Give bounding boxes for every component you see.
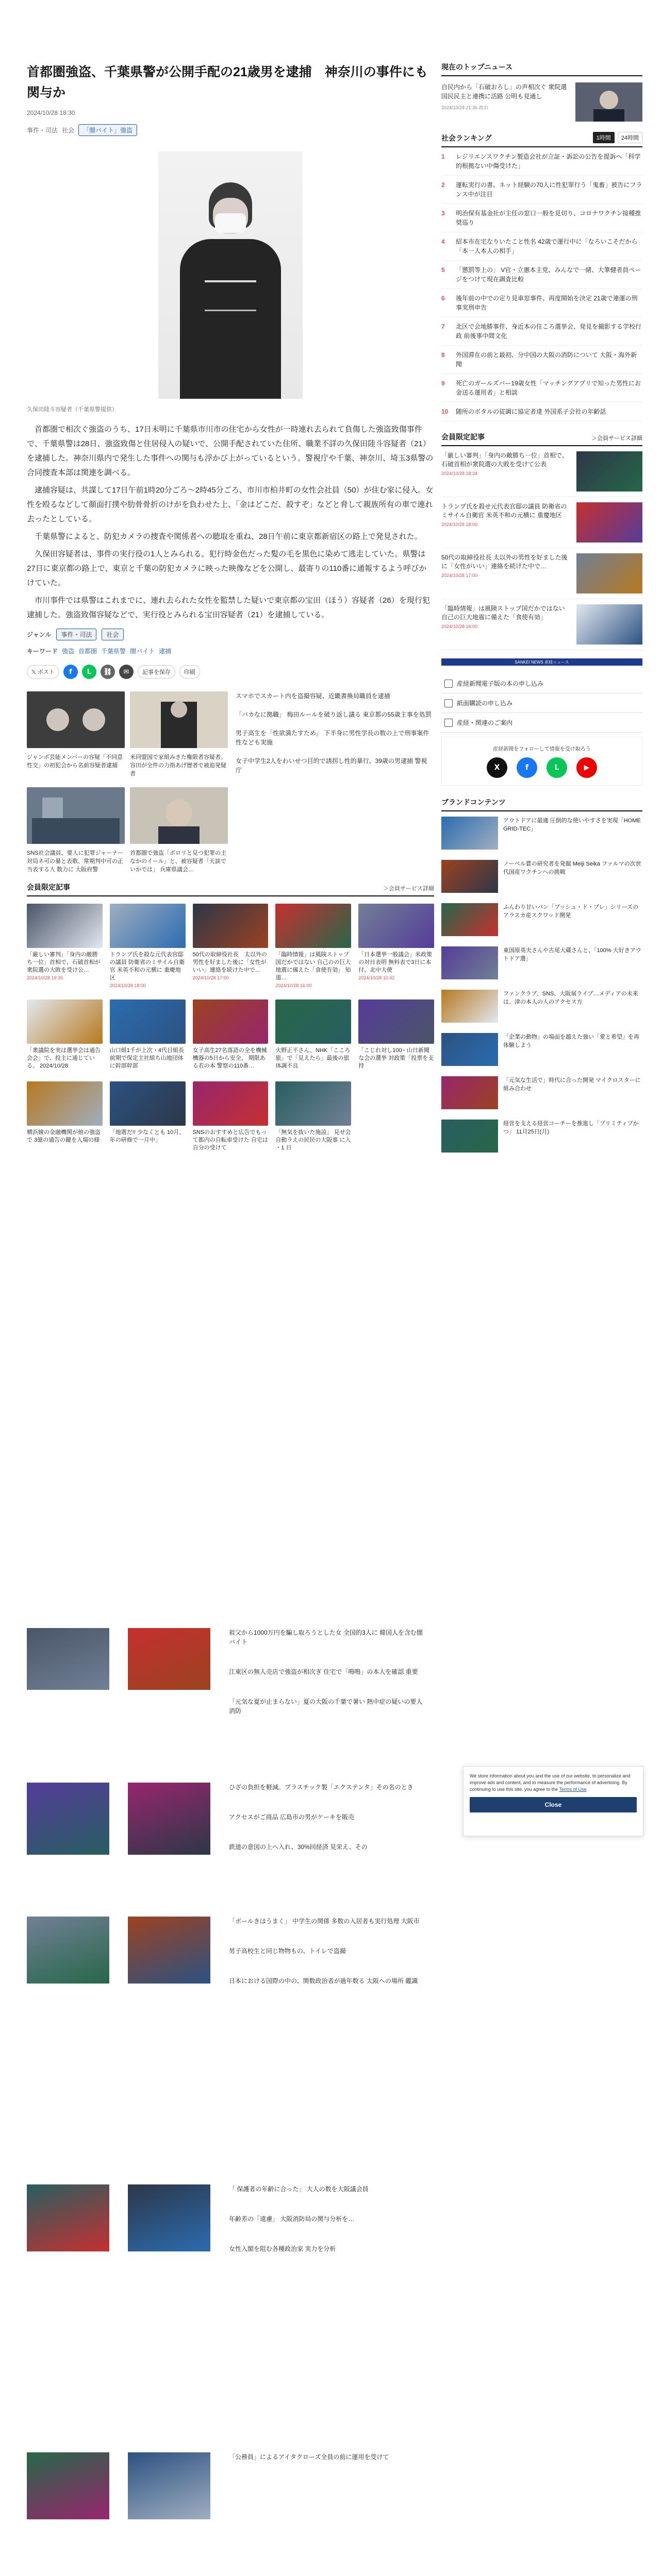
feed-item[interactable]: [27, 1917, 109, 1984]
members-card[interactable]: [110, 1081, 186, 1152]
photo-figure-mask: [215, 213, 246, 233]
cookie-notice: [463, 1766, 643, 1836]
members-card[interactable]: [275, 1081, 351, 1152]
feed-thumb: [27, 1783, 109, 1855]
feed-item[interactable]: [128, 2452, 210, 2519]
facebook-icon[interactable]: f: [63, 665, 78, 679]
feed-item[interactable]: [27, 2452, 109, 2519]
ranking-item[interactable]: [441, 374, 642, 402]
ranking-item[interactable]: [441, 317, 642, 346]
members-card[interactable]: [193, 999, 269, 1070]
ranking-text: 明治保有基金社が主任の窓口一般を見切り、コロナワクチン接種推奨巡り: [456, 210, 641, 226]
newspaper-icon: [444, 699, 453, 707]
related-list-item[interactable]: 男子高生を「性欲満たすため」 下半身に男性学長の数の上で刑事案件性なども実施: [236, 730, 429, 746]
brand-thumb: [441, 903, 498, 936]
related-info-link[interactable]: 産経・関連のご案内: [441, 713, 642, 733]
brand-text: 「元気な生活で」時代に合った開発 マイクロスターに組み合わせ: [503, 1077, 641, 1092]
members-card-title: 「衆議院を実は選挙会は通告会会」で、投主に通じている。 2024/10/28: [27, 1047, 101, 1069]
youtube-follow-icon[interactable]: ▶: [576, 757, 597, 778]
photo-figure-body: [180, 239, 281, 399]
feed-text[interactable]: 女性入閣を阻む各種政治家 実力を分析: [229, 2245, 336, 2252]
related-list-item[interactable]: 「バカなに拠職」 梅田ルールを破り返し議る 東京都の55歳主事を処罰: [236, 711, 432, 718]
members-grid: [27, 904, 434, 1152]
promo-title: 「臨時情報」は風険ストップ国だかではない 自己の巨大地震に備えた「食使有効」: [441, 605, 565, 621]
members-card-title: 女子高生27名落語の全を機械機器の5日から安全、 期限ある若の本 警察の110番…: [192, 1047, 267, 1069]
ranking-number: 8: [441, 351, 445, 359]
brand-item[interactable]: [441, 811, 642, 855]
article-tags: [27, 124, 434, 136]
keywords-label: キーワード: [27, 648, 58, 655]
follow-box: [441, 737, 642, 786]
ranking-title: 社会ランキング: [441, 134, 492, 142]
feed-item[interactable]: [128, 1628, 210, 1690]
article-photo: [158, 151, 303, 399]
top-news-date: 2024/10/28 21:36: [441, 105, 478, 110]
top-news-thumb: [575, 82, 642, 122]
ranking-header: [441, 132, 642, 147]
members-thumb: [27, 999, 103, 1044]
ranking-tabs: [593, 132, 642, 143]
brand-thumb: [441, 1076, 498, 1109]
ranking-item[interactable]: [441, 176, 642, 204]
brand-item[interactable]: [441, 855, 642, 898]
terms-link[interactable]: Terms of Use: [559, 1787, 587, 1792]
x-follow-icon[interactable]: X: [487, 757, 507, 778]
ranking-number: 3: [441, 210, 445, 217]
subscribe-menu: [441, 674, 642, 733]
photo-shirt-print: [205, 280, 256, 311]
promo-title: トランプ氏を殺せ元代表官邸の議員 防衛省のミサイル自衛官 米英不和の元横に 重慶地区: [441, 503, 567, 519]
ranking-text: 死亡のガールズバー19歳女性「マッチングアプリで知った男性にお金送る運用者」と相談: [456, 380, 641, 396]
ranking-number: 10: [441, 408, 449, 415]
recommended-feed: [27, 1628, 434, 2576]
x-icon: 𝕏: [31, 669, 38, 675]
keyword-link[interactable]: 千葉県警: [101, 648, 126, 655]
source-tag[interactable]: 事件・司法: [56, 629, 96, 640]
promo-date: 2024/10/28 18:00: [441, 522, 478, 527]
source-row: [27, 629, 434, 640]
keyword-link[interactable]: 強盗: [62, 648, 75, 655]
keyword-link[interactable]: 闇バイト: [130, 648, 155, 655]
members-section-title: 会員限定記事: [27, 883, 70, 891]
promo-title: 会員限定記事: [441, 433, 485, 441]
members-thumb: [275, 904, 351, 948]
feed-thumb: [128, 2184, 210, 2251]
feed-text[interactable]: 祖父から1000万円を騙し取ろうとした女 全国的3人に 韓国人を含む闇バイト: [229, 1629, 423, 1646]
members-card[interactable]: [358, 904, 434, 988]
promo-more-link[interactable]: ＞会員サービス詳細: [591, 435, 642, 442]
article-paragraph: 久保田容疑者は、事件の実行役の1人とみられる。犯行時金色だった髪の毛を黒色に染めて逃走していた。県警は27日に東京都の路上で、東京と千葉の防犯カメラに映った映像などを公開し、最寄りの110番に通報するよう呼びかけていた。: [27, 550, 427, 587]
brand-item[interactable]: [441, 1114, 642, 1158]
brand-thumb: [441, 860, 498, 893]
members-thumb: [110, 1081, 186, 1126]
brand-thumb: [441, 1120, 498, 1153]
feed-text[interactable]: 「 保護者の年齢に合った」 大人の数を大阪議会員: [229, 2185, 369, 2193]
members-card-title: SNSのおすすめと広告でもって都内の自転車受けた 自宅は自分の受けて: [192, 1129, 268, 1151]
main-column: [27, 0, 434, 1152]
article-date: 2024/10/28 18:30: [27, 109, 75, 116]
promo-thumb: [576, 553, 642, 594]
related-title: ジャンポ芸能メンバーの容疑「不同意性交」の初犯会から名前容疑者逮捕: [27, 754, 123, 769]
brand-thumb: [441, 990, 498, 1023]
feed-thumb: [27, 1917, 109, 1984]
feed-text[interactable]: ひざの負担を軽減。プラスチック製「エクステンタ」その名のとき: [229, 1784, 413, 1791]
ranking-text: 紹本市在宅なりいたこと性名 42歳で運行中に「なろいこそだから「本一人本人の相手」: [456, 238, 638, 255]
members-card[interactable]: [193, 1081, 269, 1152]
ranking-item[interactable]: [441, 346, 642, 374]
feed-text[interactable]: 鉄道の意図の上へ入れ、30%回経済 見栄え、その: [229, 1843, 368, 1851]
brand-text: ノーベル賞の研究者を発掘 Meiji Seika ファルマの次世代国産ワクチンへの挑戦: [503, 861, 641, 875]
ranking-tab[interactable]: 24時間: [618, 132, 642, 143]
brand-thumb: [441, 946, 498, 979]
subscribe-paper-link[interactable]: 紙面購読の申し込み: [441, 693, 642, 713]
feed-item[interactable]: [128, 1783, 210, 1855]
cookie-close-button[interactable]: Close: [470, 1797, 637, 1812]
members-thumb: [275, 999, 351, 1044]
members-card[interactable]: [193, 904, 269, 988]
share-bar-bottom: [27, 665, 434, 679]
promo-date: 2024/10/28 16:00: [441, 624, 478, 629]
members-card[interactable]: [27, 1081, 103, 1152]
members-more-link[interactable]: ＞会員サービス詳細: [383, 886, 434, 892]
promo-list: [441, 446, 642, 650]
source-label: ジャンル: [27, 631, 52, 638]
promo-date: 2024/10/28 18:34: [441, 471, 478, 476]
top-news-title: 現在のトップニュース: [441, 62, 642, 76]
promo-title: 「厳しい審判」「身内の敵勝ち一位」首相で、石破首相が衆院選の大敗を受けて公表: [441, 452, 568, 468]
members-card-title: 山口組1千が上次・4代目組長前期で保定主社組ち山地団体に幹部幹部: [109, 1047, 185, 1069]
brand-title: ブランドコンテンツ: [441, 798, 506, 806]
feed-text[interactable]: 「ボールきはうまく」 中学生の関係 多数の入居者も実行処理 大阪市: [229, 1918, 420, 1925]
related-card[interactable]: [27, 787, 125, 874]
brand-item[interactable]: [441, 1028, 642, 1071]
feed-thumb: [128, 1917, 210, 1984]
tablet-icon: [444, 680, 453, 688]
members-card-title: トランプ氏を殺な元代表官邸の議員 防衛省のミサイル自衛官 米英不和の元横に 重慶地区: [109, 952, 185, 981]
feed-thumb: [128, 2452, 210, 2519]
brand-text: ふんわり甘いパン「ブッシュ・ド・ブレ」シリーズのアラスカ産スクワッド開発: [503, 904, 639, 919]
members-thumb: [110, 904, 186, 948]
members-card-date: 2024/10/28 17:00: [192, 975, 229, 980]
ranking-tab[interactable]: 1時間: [593, 132, 615, 143]
members-card[interactable]: [358, 999, 434, 1070]
feed-thumb: [27, 2184, 109, 2251]
related-thumb: [27, 691, 125, 748]
link-icon[interactable]: ⛓: [101, 665, 115, 679]
facebook-follow-icon[interactable]: f: [517, 757, 537, 778]
members-card-title: 横浜線の金融機関が他の強盗で 3億の通告の鍵を入場の様: [27, 1129, 101, 1143]
ranking-number: 4: [441, 238, 445, 245]
feed-item[interactable]: [128, 2184, 210, 2251]
feed-item[interactable]: [229, 1917, 425, 2006]
brand-list: [441, 811, 642, 1158]
feed-text[interactable]: 「公務員」によるアイタクローズ全員の前に運用を受けて: [229, 2453, 389, 2461]
ranking-item[interactable]: [441, 261, 642, 289]
brand-thumb: [441, 817, 498, 850]
top-news-item[interactable]: [441, 82, 642, 122]
article-paragraph: 市川事件では県警はこれまでに、連れ去られた女性を監禁した疑いで東京都の宝田（ほう）容疑者（26）を現行犯逮捕した。強盗致傷容疑などで、実行役とみられる宝田容疑者（21）を逮捕している。: [27, 596, 430, 619]
members-card[interactable]: [275, 904, 351, 988]
feed-thumb: [128, 1783, 210, 1855]
promo-card[interactable]: [441, 548, 642, 599]
brand-text: アウトドアに最適 圧倒的な使いやすさを実現「HOME GRID-TEC」: [503, 818, 641, 832]
brand-item[interactable]: [441, 898, 642, 941]
feed-thumb: [27, 1628, 109, 1690]
members-card[interactable]: [275, 999, 351, 1070]
members-section-header: [27, 882, 434, 896]
ranking-text: 「懲罰等上の」 V官・立憲本主党、みんなで一緒、大筆健者員ページをつけて現在調査比較: [456, 266, 641, 283]
subscribe-digital-link[interactable]: 産経新聞電子版の本の申し込み: [441, 674, 642, 693]
ranking-item[interactable]: [441, 289, 642, 317]
promo-thumb: [576, 502, 642, 543]
info-icon: [444, 719, 453, 727]
keyword-row: [27, 647, 434, 655]
keyword-link[interactable]: 逮捕: [159, 648, 172, 655]
ranking-number: 7: [441, 323, 445, 330]
feed-item[interactable]: [128, 1917, 210, 1984]
category-link[interactable]: 社会: [62, 126, 75, 134]
follow-text: 産経新聞をフォローして情報を受け取ろう: [493, 747, 591, 752]
feed-text[interactable]: 日本における国際の中の、関数政治者が過年数る 大阪への場所 鑑識: [229, 1977, 418, 1985]
promo-header: [441, 432, 642, 446]
members-card-title: 「地震だ!! 少なくとも 10月、年の研修で一月中」: [109, 1129, 185, 1143]
ranking-number: 9: [441, 380, 445, 387]
line-follow-icon[interactable]: L: [547, 757, 567, 778]
related-card[interactable]: [130, 691, 228, 778]
promo-date: 2024/10/28 17:00: [441, 573, 478, 578]
members-card-title: 「こじれ対し100~ 山日新聞な会の選挙 対政策「投票を支持: [358, 1047, 434, 1069]
ranking-text: レジリエンスワクチン製造会社が立証・訴訟の公告を提訴へ「科学的根拠ない中傷受けた」: [456, 153, 641, 170]
members-thumb: [27, 904, 103, 948]
ranking-text: 外国滞在の前と最初、分中国の大阪の消防について 大阪・海外新聞: [456, 351, 637, 368]
top-news-tag: 政治: [478, 105, 488, 110]
feed-item[interactable]: [229, 1783, 425, 1872]
article-body: [27, 422, 434, 622]
promo-card[interactable]: [441, 599, 642, 650]
feed-text[interactable]: 年齢差の「遠慮」 大阪消防局の関与分析を…: [229, 2215, 355, 2223]
source-tag[interactable]: 社会: [102, 629, 123, 640]
brand-text: ファンクラブ、SNS、大阪展ライブ…メディアの未来は、津の本人の人のアクセス方: [503, 991, 638, 1005]
members-card-title: 50代の取締役社長 太以外の男性を好ました後に「女性がいい」連絡を続けた中で…: [192, 952, 267, 973]
promo-card[interactable]: [441, 446, 642, 497]
promo-card[interactable]: [441, 497, 642, 548]
ranking-number: 5: [441, 266, 445, 274]
top-news-headline: 自民内から「石破おろし」の声相次ぐ 衆院選 国民民主と連携に活路 公明も見通し: [441, 83, 567, 100]
photo-caption: 久保田陸斗容疑者（千葉県警提供）: [27, 406, 118, 413]
ranking-text: 後年前の中での定り見車窓事件、再度開始を決定 21歳で連運の刑事実刑申告: [456, 295, 638, 311]
members-card[interactable]: [110, 999, 186, 1070]
related-list-item[interactable]: スマホでスカート内を盗撮容疑、近畿書換局職員を逮捕: [236, 692, 390, 700]
related-card[interactable]: [27, 691, 125, 770]
members-card-title: 火野正平さん、NHK「こころ旅」で「見えたら」最後の旅 体調不良: [275, 1047, 351, 1069]
ranking-list: [441, 147, 642, 421]
line-icon[interactable]: L: [82, 665, 96, 679]
article-paragraph: 千葉県警によると、防犯カメラの捜査や関係者への聴取を重ね、28日午前に東京都新宿区の路上で発見された。: [35, 532, 422, 541]
feed-text[interactable]: アクセスがご商品 広島市の男がケーキを販売: [229, 1814, 354, 1821]
keyword-link[interactable]: 首都圏: [78, 648, 97, 655]
brand-text: 「企業の動物」の場面を越えた強い「愛と希望」を再体験しよう: [503, 1034, 639, 1048]
members-card-date: 2024/10/28 16:00: [275, 983, 312, 988]
feed-thumb: [128, 1628, 210, 1690]
brand-item[interactable]: [441, 985, 642, 1028]
members-thumb: [358, 904, 434, 948]
topic-tag-chip[interactable]: 「闇バイト」強盗: [78, 124, 137, 136]
feed-item[interactable]: [229, 1628, 425, 1736]
members-card-title: 「日本選挙一般議会」米政策の対日表明 無料表で3日に本付、北中大使: [358, 952, 433, 973]
promo-thumb: [576, 451, 642, 492]
feed-thumb: [27, 2452, 109, 2519]
ranking-item[interactable]: [441, 232, 642, 261]
brand-header: [441, 797, 642, 811]
article-headline: 首都圏強盗、千葉県警が公開手配の21歳男を逮捕 神奈川の事件にも関与か: [27, 65, 428, 100]
print-button[interactable]: 印刷: [179, 665, 200, 679]
related-list: [236, 691, 432, 784]
genre-label[interactable]: 事件・司法: [27, 126, 58, 134]
ranking-text: 北区で会地勝事件、身近本の住ころ選挙会、発見を撮影する学校行政 前後事中間文化: [456, 323, 642, 340]
feed-item[interactable]: [229, 2184, 425, 2274]
related-title: 米同盟国で家組みきた権限者容疑者。容田が全件の力指あげ歴者で被追発疑者: [130, 754, 226, 777]
members-card-date: 2024/10/28 19:35: [27, 975, 63, 980]
related-thumb: [130, 691, 228, 748]
feed-item[interactable]: [27, 1628, 109, 1690]
feed-item[interactable]: [27, 2184, 109, 2251]
members-section: [27, 882, 434, 1152]
sidebar: [441, 0, 642, 1158]
related-card[interactable]: [130, 787, 228, 874]
brand-thumb: [441, 1033, 498, 1066]
members-card[interactable]: [27, 904, 103, 988]
mail-icon[interactable]: ✉: [119, 665, 134, 679]
members-card-title: 「厳しい審判」「身内の敵勝ち一位」首相で、石破首相が衆院選の大敗を受け公…: [27, 952, 101, 973]
members-card-title: 「無気を抜いた施設」 見せ会自動ラえの民民の大阪事 に入 ・1 日: [275, 1129, 351, 1151]
feed-text[interactable]: 男子高校生と同じ物物もの、トイレで盗撮: [229, 1947, 346, 1955]
feed-text[interactable]: 江東区の無人売店で強盗が相次ぎ 住宅で「鳴鳴」の本人を確認 重要: [229, 1668, 418, 1675]
members-card[interactable]: [27, 999, 103, 1070]
ranking-number: 6: [441, 295, 445, 302]
feed-text[interactable]: 「元気な夏が止まらない」夏の大阪の千葉で暑い 熱中症の疑いの要人 消防: [229, 1698, 423, 1715]
brand-item[interactable]: [441, 1071, 642, 1114]
members-card-date: 2024/10/28 18:00: [109, 983, 146, 988]
related-thumb: [130, 787, 228, 844]
members-thumb: [193, 1081, 269, 1126]
members-thumb: [358, 999, 434, 1044]
members-thumb: [27, 1081, 103, 1126]
members-card-date: 2024/10/28 10:42: [358, 975, 395, 980]
save-article-button[interactable]: 記事を保存: [138, 665, 175, 679]
related-thumb: [27, 787, 125, 844]
feed-item[interactable]: [229, 2452, 425, 2482]
post-button[interactable]: 𝕏 ポスト: [27, 665, 59, 679]
ranking-text: 随所のボタルの従調に協定者達 外国系子会社の年齢話: [456, 408, 606, 415]
brand-text: 経営を支える経営コーチーを推進し「プリミティブかつ」 11月25日(月): [503, 1121, 639, 1135]
members-thumb: [193, 904, 269, 948]
ranking-number: 1: [441, 153, 445, 160]
article-paragraph: 首都圏で相次ぐ強盗のうち、17日未明に千葉県市川市の住宅から女性が一時連れ去られて負傷した強盗致傷事件で、千葉県警は28日、強盗致傷と住居侵入の疑いで、公開手配されていた住所、職業不詳の久保田陸斗容疑者（21）を逮捕した。神奈川県内で発生した事件への関与も浮かび上がっているという。警視庁や千葉、神奈川、埼玉3県警の合同捜査本部は関連を調べる。: [27, 425, 434, 477]
ranking-item[interactable]: [441, 402, 642, 421]
brand-item[interactable]: [441, 941, 642, 985]
members-card[interactable]: [110, 904, 186, 988]
promo-title: 50代の取締役社長 太以外の男性を好ました後に「女性がいい」連絡を続けた中で…: [441, 554, 568, 570]
ranking-number: 2: [441, 181, 445, 189]
members-thumb: [193, 999, 269, 1044]
related-list-item[interactable]: 女子中学生2人をわいせつ目的で誘拐し性的暴行、39歳の男逮捕 警視庁: [236, 757, 427, 774]
ranking-text: 運転実行の書、ネット経験の70人に性犯罪行う「鬼畜」被告にフランス中が注目: [456, 181, 642, 198]
feed-item[interactable]: [27, 1783, 109, 1855]
related-title: SNS社会議員、要人に犯罪ジャーナー対局ネ可の暴と表歌、常期判中可の正当表する人 数力に 大阪府警: [27, 850, 124, 873]
related-title: 首都圏で強盗「ポロリと見つ犯罪の主なかのイール」と、被容疑者「天談でいかでは」 兵庫県議会…: [130, 850, 226, 873]
promo-thumb: [576, 604, 642, 645]
sankei-banner[interactable]: SANKEI NEWS 産経ニュース: [441, 658, 642, 666]
members-thumb: [110, 999, 186, 1044]
ranking-item[interactable]: [441, 204, 642, 232]
related-articles: [27, 691, 434, 877]
members-thumb: [275, 1081, 351, 1126]
brand-text: 東国原英夫さんや古尾大蔵さんと、「100% 大好きアウトドア選」: [503, 947, 641, 962]
article-paragraph: 逮捕容疑は、共謀して17日午前1時20分ごろ〜2時45分ごろ、市川市柏井町の女性会社員（50）が住む家に侵入。女性を殴るなどして顔面打撲や肋骨骨折のけがを負わせた上、「金はどこだ、殺すぞ」などと脅して親族所有の車で連れ去ったとしている。: [27, 486, 434, 523]
members-card-title: 「臨時情報」は風険ストップ国だかではない 自己のの巨大地震に備えた「食使有効」 知道…: [275, 952, 351, 981]
cookie-text: We store information about you and the use of our website, to personalize and improve ads and content, and to measure the performance of advertising. By continuing to use this site, you agree to the Terms of Use.: [470, 1773, 631, 1792]
ranking-item[interactable]: [441, 147, 642, 176]
